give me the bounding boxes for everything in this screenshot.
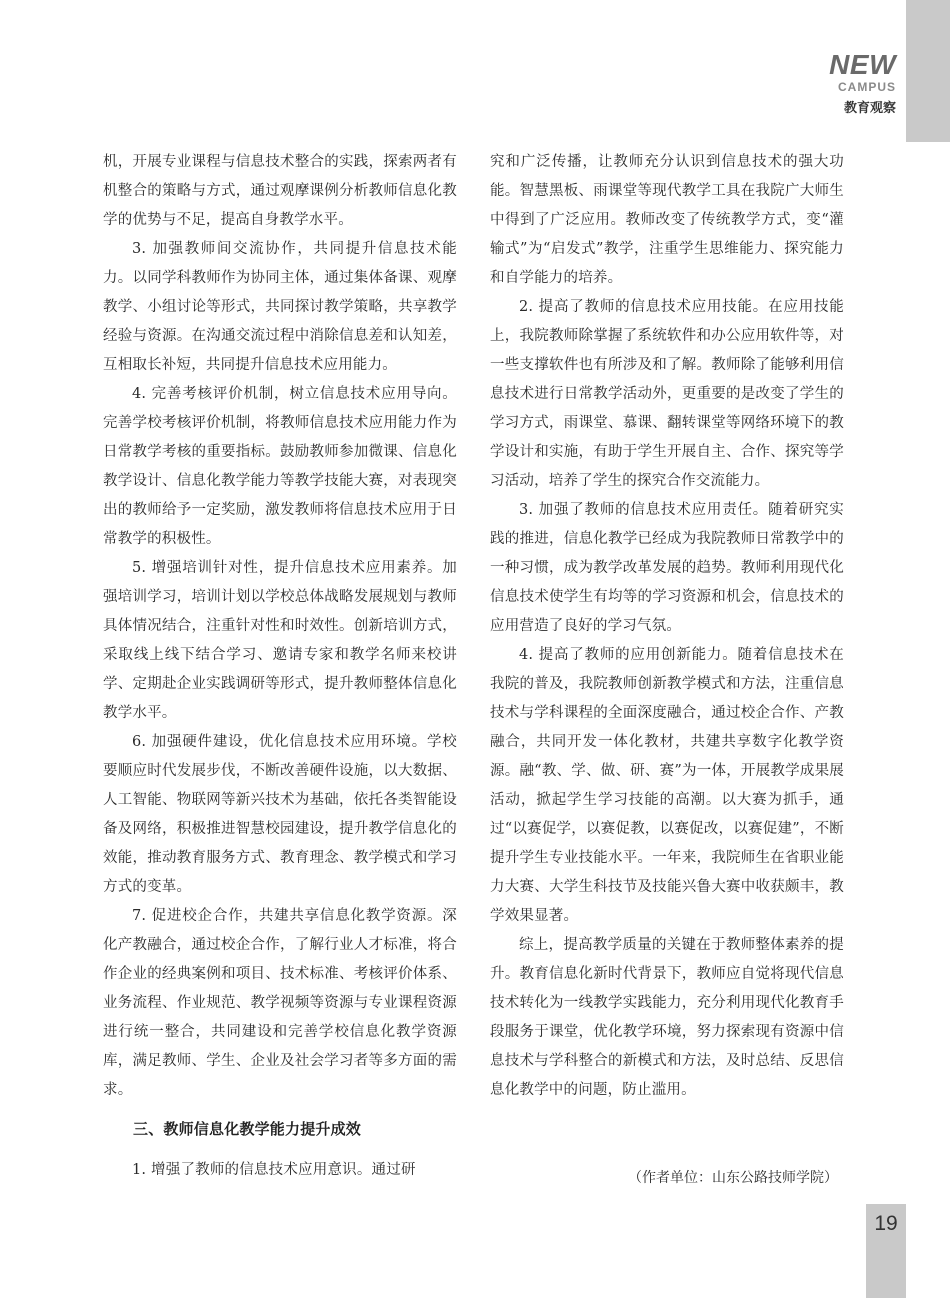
paragraph: 4. 提高了教师的应用创新能力。随着信息技术在我院的普及，我院教师创新教学模式和方法，注重信息技术与学科课程的全面深度融合，通过校企合作、产教融合，共同开发一体化教材，共建共享数字化教学资源。融“教、学、做、研、赛”为一体，开展教学成果展活动，掀起学生学习技能的高潮。以大赛为抓手，通过“以赛促学，以赛促教，以赛促改，以赛促建”，不断提升学生专业技能水平。一年来，我院师生在省职业能力大赛、大学生科技节及技能兴鲁大赛中收获颇丰，教学效果显著。 <box>490 647 844 924</box>
paragraph: 究和广泛传播，让教师充分认识到信息技术的强大功能。智慧黑板、雨课堂等现代教学工具在我院广大师生中得到了广泛应用。教师改变了传统教学方式，变“灌输式”为“启发式”教学，注重学生思维能力、探究能力和自学能力的培养。 <box>490 154 844 286</box>
paragraph: 6. 加强硬件建设，优化信息技术应用环境。学校要顺应时代发展步伐，不断改善硬件设施，以大数据、人工智能、物联网等新兴技术为基础，依托各类智能设备及网络，积极推进智慧校园建设，提升教学信息化的效能，推动教育服务方式、教育理念、教学模式和学习方式的变革。 <box>103 734 457 895</box>
section-label: 教育观察 <box>843 100 896 115</box>
paragraph: 1. 增强了教师的信息技术应用意识。通过研 <box>132 1162 416 1178</box>
left-column <box>103 148 457 1185</box>
right-column <box>490 148 844 1105</box>
page-number: 19 <box>874 1212 898 1235</box>
brand-logo-new: NEW <box>829 49 896 80</box>
paragraph: 机，开展专业课程与信息技术整合的实践，探索两者有机整合的策略与方式，通过观摩课例分析教师信息化教学的优势与不足，提高自身教学水平。 <box>103 154 457 228</box>
section-heading: 三、教师信息化教学能力提升成效 <box>133 1121 362 1138</box>
paragraph: 综上，提高教学质量的关键在于教师整体素养的提升。教育信息化新时代背景下，教师应自觉将现代信息技术转化为一线教学实践能力，充分利用现代化教育手段服务于课堂，优化教学环境，努力探索现有资源中信息技术与学科整合的新模式和方法，及时总结、反思信息化教学中的问题，防止滥用。 <box>490 937 844 1098</box>
paragraph: 5. 增强培训针对性，提升信息技术应用素养。加强培训学习，培训计划以学校总体战略发展规划与教师具体情况结合，注重针对性和时效性。创新培训方式，采取线上线下结合学习、邀请专家和教学名师来校讲学、定期赴企业实践调研等形式，提升教师整体信息化教学水平。 <box>103 560 457 721</box>
brand-logo-campus: CAMPUS <box>837 80 896 94</box>
paragraph: 2. 提高了教师的信息技术应用技能。在应用技能上，我院教师除掌握了系统软件和办公应用软件等，对一些支撑软件也有所涉及和了解。教师除了能够利用信息技术进行日常教学活动外，更重要的是改变了学生的学习方式，雨课堂、慕课、翻转课堂等网络环境下的教学设计和实施，有助于学生开展自主、合作、探究等学习活动，培养了学生的探究合作交流能力。 <box>490 299 844 489</box>
paragraph: 7. 促进校企合作，共建共享信息化教学资源。深化产教融合，通过校企合作，了解行业人才标准，将合作企业的经典案例和项目、技术标准、考核评价体系、业务流程、作业规范、教学视频等资源与专业课程资源进行统一整合，共同建设和完善学校信息化教学资源库，满足教师、学生、企业及社会学习者等多方面的需求。 <box>103 908 457 1098</box>
paragraph: 3. 加强教师间交流协作，共同提升信息技术能力。以同学科教师作为协同主体，通过集体备课、观摩教学、小组讨论等形式，共同探讨教学策略，共享教学经验与资源。在沟通交流过程中消除信息差和认知差，互相取长补短，共同提升信息技术应用能力。 <box>103 241 457 373</box>
paragraph: 4. 完善考核评价机制，树立信息技术应用导向。完善学校考核评价机制，将教师信息技术应用能力作为日常教学考核的重要指标。鼓励教师参加微课、信息化教学设计、信息化教学能力等教学技能大赛，对表现突出的教师给予一定奖励，激发教师将信息技术应用于日常教学的积极性。 <box>103 386 457 547</box>
paragraph: 3. 加强了教师的信息技术应用责任。随着研究实践的推进，信息化教学已经成为我院教师日常教学中的一种习惯，成为教学改革发展的趋势。教师利用现代化信息技术使学生有均等的学习资源和机会，信息技术的应用营造了良好的学习气氛。 <box>490 502 844 634</box>
author-byline: （作者单位：山东公路技师学院） <box>628 1170 838 1186</box>
header-side-bar <box>906 0 950 142</box>
